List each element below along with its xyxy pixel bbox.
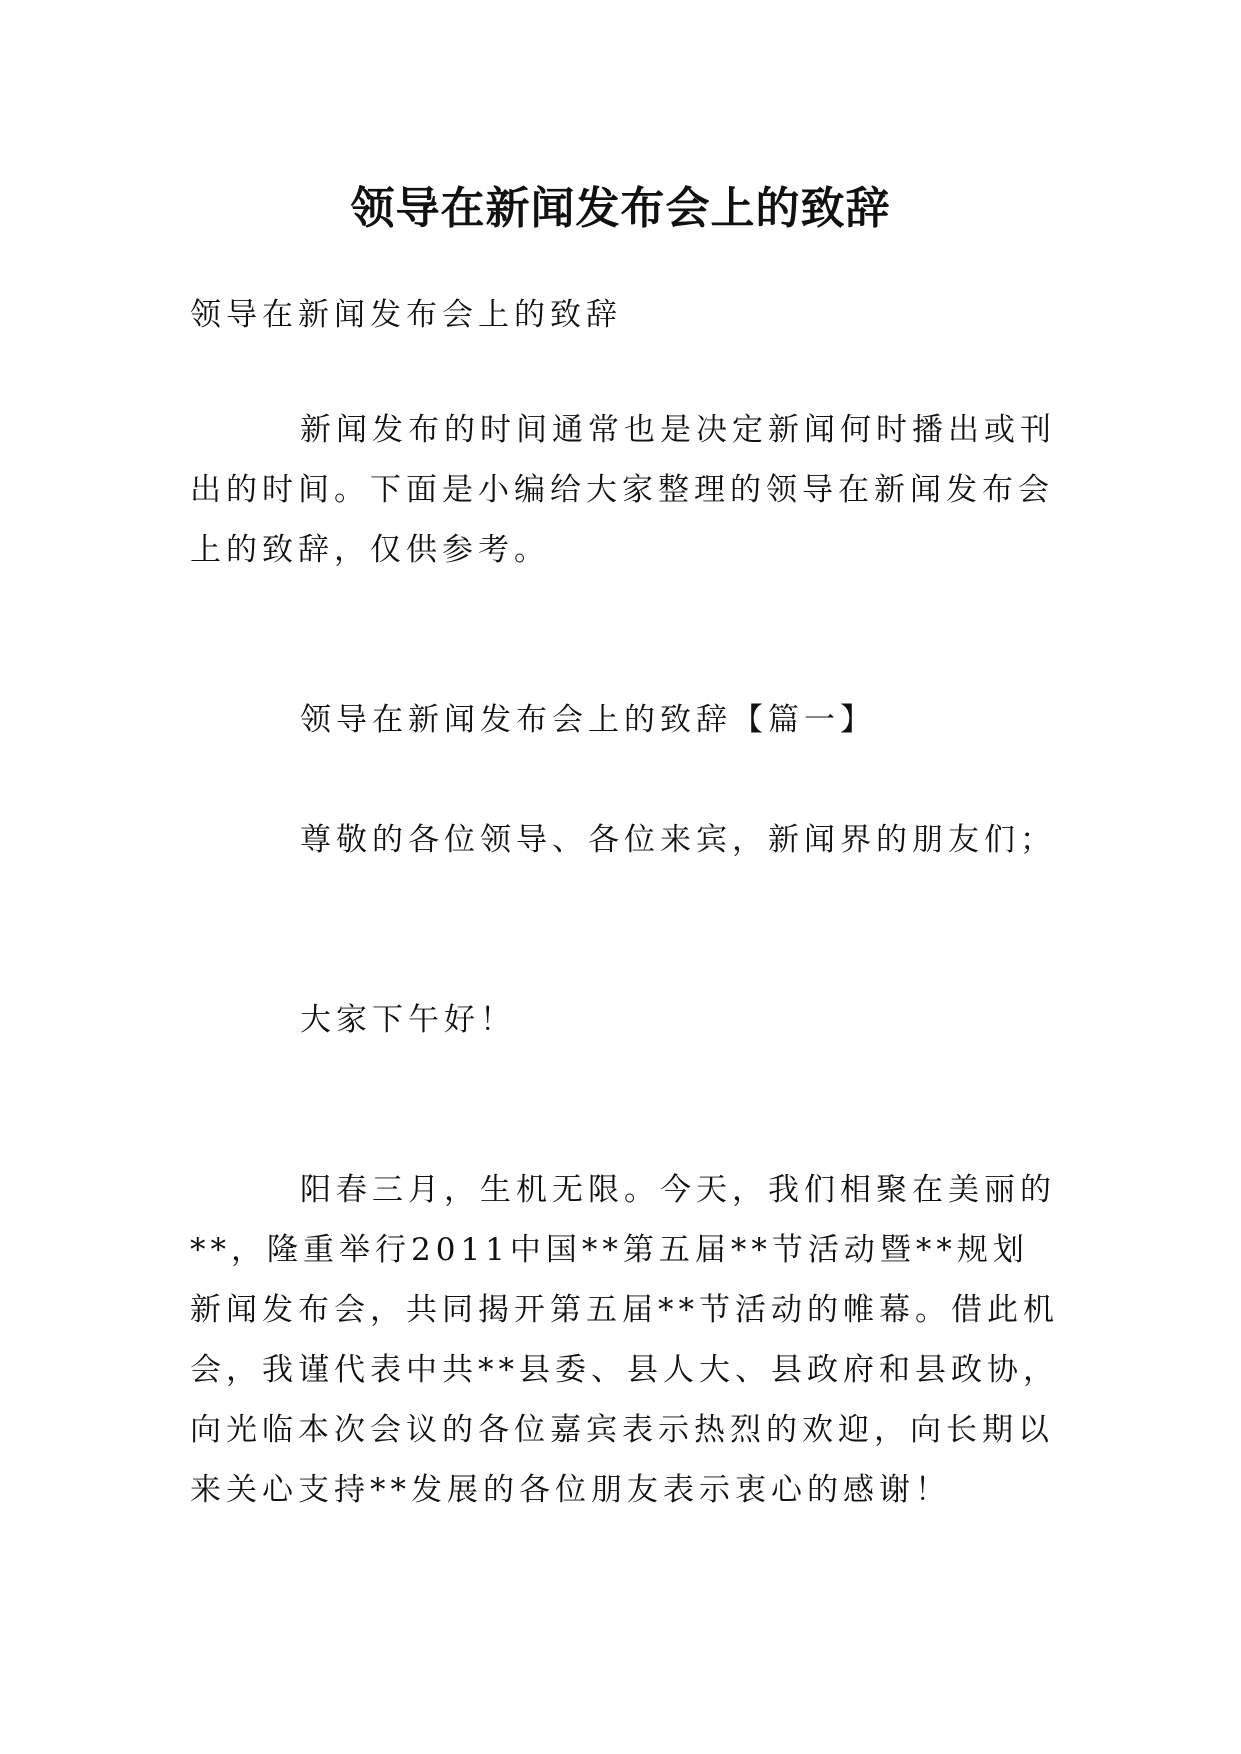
intro-paragraph: 新闻发布的时间通常也是决定新闻何时播出或刊出的时间。下面是小编给大家整理的领导在新闻发布会上的致辞，仅供参考。 [190, 412, 1056, 568]
document-subtitle: 领导在新闻发布会上的致辞 [190, 297, 622, 333]
salutation-paragraph: 尊敬的各位领导、各位来宾，新闻界的朋友们； [300, 822, 1056, 858]
document-title: 领导在新闻发布会上的致辞 [350, 183, 891, 235]
greeting-paragraph: 大家下午好！ [300, 1002, 516, 1038]
section-heading: 领导在新闻发布会上的致辞【篇一】 [300, 702, 876, 738]
body-paragraph: 阳春三月，生机无限。今天，我们相聚在美丽的**，隆重举行2011中国**第五届**节活动暨**规划新闻发布会，共同揭开第五届**节活动的帷幕。借此机会，我谨代表中共**县委、县人大、县政府和县政协，向光临本次会议的各位嘉宾表示热烈的欢迎，向长期以来关心支持**发展的各位朋友表示衷心的感谢！ [190, 1172, 1059, 1508]
